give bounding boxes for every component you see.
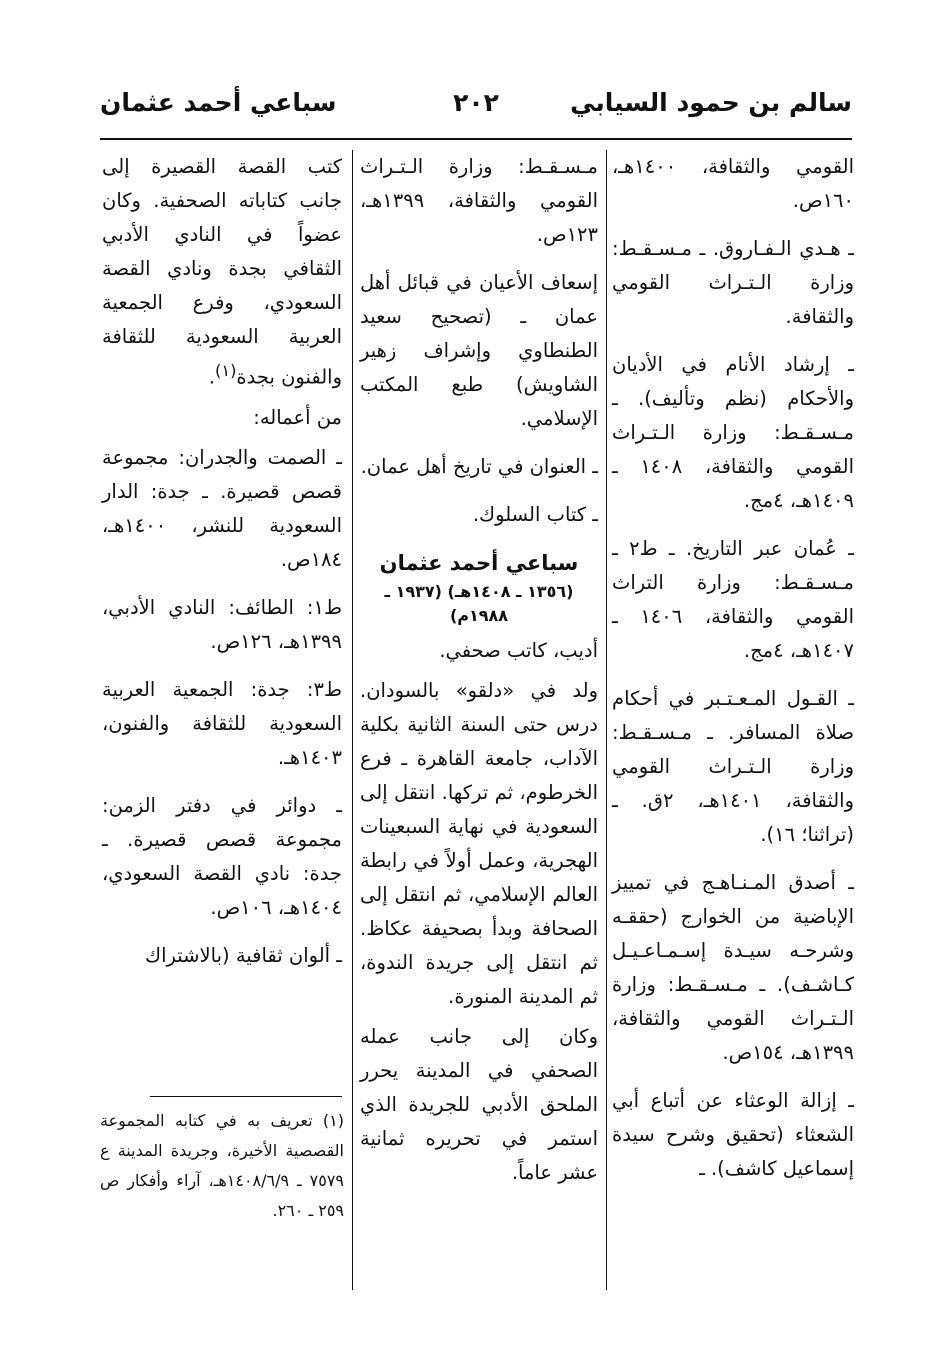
biography-title: سباعي أحمد عثمان bbox=[379, 551, 579, 575]
bibliography-entry: القومي والثقافة، ١٤٠٠هـ، ١٦٠ص. bbox=[612, 155, 854, 212]
footnote-divider bbox=[150, 1096, 342, 1097]
bibliography-entry: ـ الصمت والجدران: مجموعة قصص قصيرة. ـ جدة: الدار السعودية للنشر، ١٤٠٠هـ، ١٨٤ص. bbox=[102, 445, 342, 571]
bibliography-entry: ـ العنوان في تاريخ أهل عمان. bbox=[360, 455, 598, 478]
biography-paragraph: وكان إلى جانب عمله الصحفي في المدينة يحرر الملحق الأدبي للجريدة الذي استمر في تحريره ثمانية عشر عاماً. bbox=[360, 1025, 598, 1184]
header-divider bbox=[100, 138, 852, 140]
bibliography-entry: ـ القـول المـعـتـبر في أحكام صلاة المسافر. ـ مـسـقـط: وزارة الـتـراث القومي والثقافة، ١٤٠١هـ، ٢ق. ـ (تراثنا؛ ١٦). bbox=[612, 687, 854, 846]
biography-paragraph: كتب القصة القصيرة إلى جانب كتاباته الصحفية. وكان عضواً في النادي الأدبي الثقافي بجدة ونادي القصة السعودي، وفرع الجمعية العربية السعودية للثقافة والفنون بجدة$^{(١)}$. bbox=[102, 155, 342, 389]
page-number: ٢٠٢ bbox=[453, 88, 499, 117]
header-right-author: سالم بن حمود السيابي bbox=[570, 88, 852, 117]
bibliography-entry: مـسـقـط: وزارة الـتـراث القومي والثقافة، ١٣٩٩هـ، ١٢٣ص. bbox=[360, 155, 598, 246]
bibliography-entry: ط٣: جدة: الجمعية العربية السعودية للثقافة والفنون، ١٤٠٣هـ. bbox=[102, 677, 342, 769]
bibliography-entry: ـ عُمان عبر التاريخ. ـ ط٢ ـ مـسـقـط: وزارة التراث القومي والثقافة، ١٤٠٦ ـ ١٤٠٧هـ، ٤مج. bbox=[612, 537, 854, 662]
biography-paragraph: ولد في «دلقو» بالسودان. درس حتى السنة الثانية بكلية الآداب، جامعة القاهرة ـ فرع الخرطوم، ثم تركها. انتقل إلى السعودية في نهاية السبعينات الهجرية، وعمل أولاً في رابطة العالم الإسلامي، ثم انتقل إلى الصحافة وبدأ بصحيفة عكاظ. ثم انتقل إلى جريدة الندوة، ثم المدينة المنورة. bbox=[360, 679, 598, 1008]
column-right bbox=[612, 150, 854, 1290]
bibliography-entry: ـ ألوان ثقافية (بالاشتراك bbox=[145, 943, 342, 967]
column-divider bbox=[352, 150, 353, 1290]
footnote: (١) تعريف به في كتابه المجموعة القصصية الأخيرة، وجريدة المدينة ع ٧٥٧٩ ـ ١٤٠٨/٦/٩هـ، آراء وأفكار ص ٢٥٩ ـ ٢٦٠. bbox=[100, 1111, 344, 1220]
biography-intro: كتب القصة القصيرة إلى جانب كتاباته الصحفية. وكان عضواً في النادي الأدبي الثقافي بجدة ونادي القصة السعودي، وفرع الجمعية العربية السعودية للثقافة والفنون بجدة bbox=[102, 155, 342, 389]
running-header bbox=[100, 82, 852, 142]
bibliography-entry: ط١: الطائف: النادي الأدبي، ١٣٩٩هـ، ١٢٦ص. bbox=[102, 595, 342, 653]
column-divider bbox=[606, 150, 607, 1290]
bibliography-entry: ـ هـدي الـفـاروق. ـ مـسـقـط: وزارة الـتـراث القومي والثقافة. bbox=[612, 237, 854, 328]
bibliography-entry: ـ كتاب السلوك. bbox=[472, 503, 598, 526]
bibliography-entry: ـ إزالة الوعثاء عن أتباع أبي الشعثاء (تحقيق وشرح سيدة إسماعيل كاشف). ـ bbox=[612, 1089, 854, 1180]
biography-paragraph: أديب، كاتب صحفي. bbox=[439, 639, 598, 662]
bibliography-entry: إسعاف الأعيان في قبائل أهل عمان ـ (تصحيح سعيد الطنطاوي وإشراف زهير الشاويش) طبع المكتب الإسلامي. bbox=[360, 271, 598, 430]
bibliography-entry: ـ إرشاد الأنام في الأديان والأحكام (نظم وتأليف). ـ مـسـقـط: وزارة الـتـراث القومي والثقافة، ١٤٠٨ ـ ١٤٠٩هـ، ٤مج. bbox=[612, 353, 854, 512]
biography-dates: (١٣٥٦ ـ ١٤٠٨هـ) (١٩٣٧ ـ ١٩٨٨م) bbox=[384, 582, 574, 625]
bibliography-entry: ـ أصدق المـنـاهـج في تمييز الإباضية من الخوارج (حققـه وشرحـه سيـدة إسـمـاعـيـل كـاشـف). ـ مـسـقـط: وزارة الـتـراث القومي والثقافة، ١٣٩٩هـ، ١٥٤ص. bbox=[612, 871, 854, 1064]
works-heading: من أعماله: bbox=[253, 405, 342, 429]
bibliography-entry: ـ دوائر في دفتر الزمن: مجموعة قصص قصيرة. ـ جدة: نادي القصة السعودي، ١٤٠٤هـ، ١٠٦ص. bbox=[102, 793, 342, 919]
column-middle bbox=[360, 150, 598, 1290]
column-left bbox=[102, 150, 342, 1090]
header-left-author: سباعي أحمد عثمان bbox=[100, 88, 337, 117]
footnote-reference: (١) bbox=[214, 361, 237, 380]
